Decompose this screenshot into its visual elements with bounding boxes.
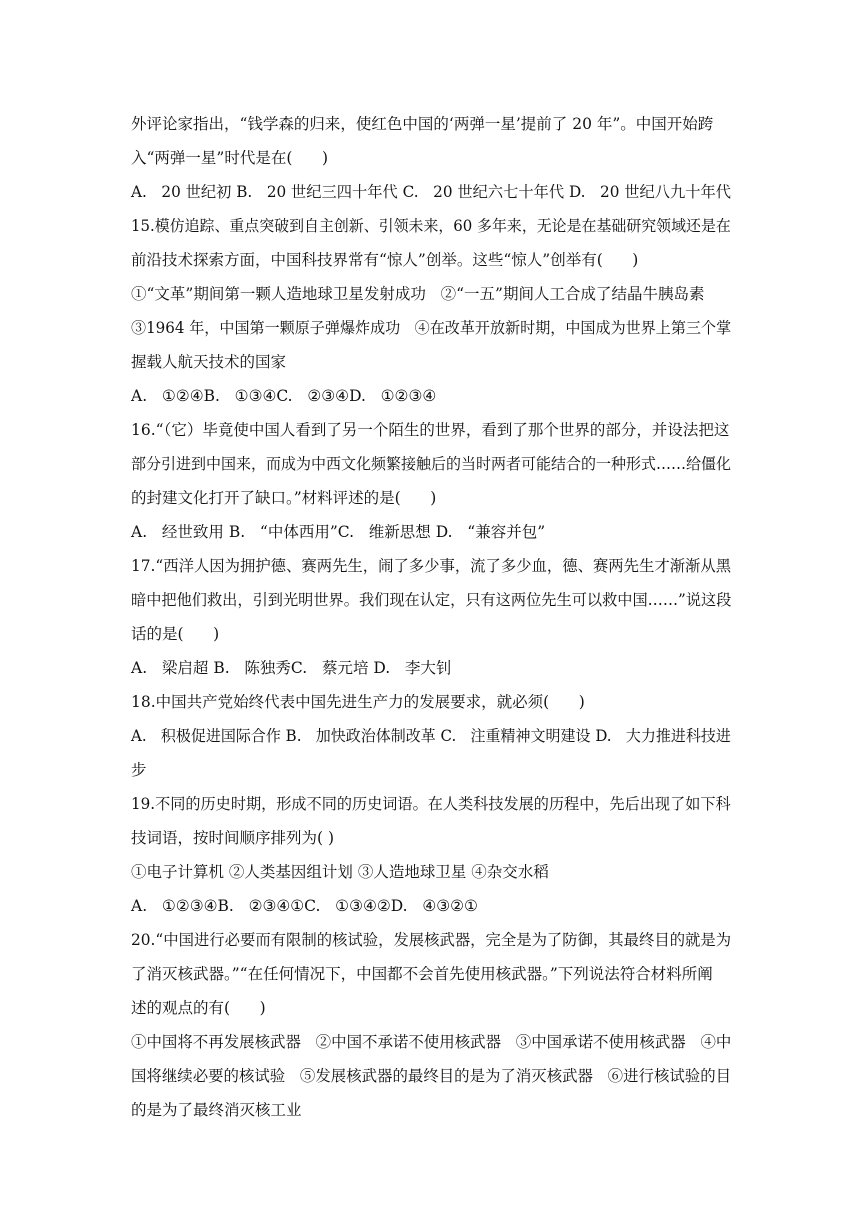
question-17: 17.“西洋人因为拥护德、赛两先生，闹了多少事，流了多少血，德、赛两先生才渐渐从黑: [131, 557, 732, 575]
answer-options: A. 经世致用 B. “中体西用”C. 维新思想 D. “兼容并包”: [131, 523, 546, 541]
text-line: ①电子计算机 ②人类基因组计划 ③人造地球卫星 ④杂交水稻: [131, 863, 549, 881]
answer-options: A. 梁启超 B. 陈独秀C. 蔡元培 D. 李大钊: [131, 659, 452, 677]
text-line: 前沿技术探索方面，中国科技界常有“惊人”创举。这些“惊人”创举有( ): [131, 251, 639, 269]
text-line: 入“两弹一星”时代是在( ): [131, 149, 329, 167]
answer-options: A. 20 世纪初 B. 20 世纪三四十年代 C. 20 世纪六七十年代 D. 20 世纪八九十年代: [131, 183, 731, 201]
question-19: 19.不同的历史时期，形成不同的历史词语。在人类科技发展的历程中，先后出现了如下科: [131, 795, 731, 813]
text-line: 的封建文化打开了缺口。”材料评述的是( ): [131, 489, 437, 507]
answer-options: A. ①②④B. ①③④C. ②③④D. ①②③④: [131, 387, 437, 405]
answer-options: A. ①②③④B. ②③④①C. ①③④②D. ④③②①: [131, 897, 478, 915]
answer-options: A. 积极促进国际合作 B. 加快政治体制改革 C. 注重精神文明建设 D. 大力推进科技进: [131, 727, 731, 745]
text-line: 握载人航天技术的国家: [131, 353, 287, 371]
question-16: 16.“（它）毕竟使中国人看到了另一个陌生的世界，看到了那个世界的部分，并设法把这: [131, 421, 730, 439]
text-line: 步: [131, 761, 147, 779]
text-line: ①“文革”期间第一颗人造地球卫星发射成功 ②“一五”期间人工合成了结晶牛胰岛素: [131, 285, 705, 303]
text-line: 技词语，按时间顺序排列为( ): [131, 829, 335, 847]
text-line: ①中国将不再发展核武器 ②中国不承诺不使用核武器 ③中国承诺不使用核武器 ④中: [131, 1033, 732, 1051]
text-line: 外评论家指出，“钱学森的归来，使红色中国的‘两弹一星’提前了 20 年”。中国开始跨: [131, 115, 714, 133]
text-line: 话的是( ): [131, 625, 220, 643]
text-line: 暗中把他们救出，引到光明世界。我们现在认定，只有这两位先生可以救中国……”说这段: [131, 591, 732, 609]
text-line: ③1964 年，中国第一颗原子弹爆炸成功 ④在改革开放新时期，中国成为世界上第三个掌: [131, 319, 732, 337]
text-line: 述的观点的有( ): [131, 999, 266, 1017]
question-18: 18.中国共产党始终代表中国先进生产力的发展要求，就必须( ): [131, 693, 585, 711]
text-line: 国将继续必要的核试验 ⑤发展核武器的最终目的是为了消灭核武器 ⑥进行核试验的目: [131, 1067, 732, 1085]
text-line: 的是为了最终消灭核工业: [131, 1101, 302, 1119]
text-line: 了消灭核武器。”“在任何情况下，中国都不会首先使用核武器。”下列说法符合材料所阐: [131, 965, 713, 983]
question-15: 15.模仿追踪、重点突破到自主创新、引领未来，60 多年来，无论是在基础研究领域还是在: [131, 217, 731, 235]
question-20: 20.“中国进行必要而有限制的核试验，发展核武器，完全是为了防御，其最终目的就是为: [131, 931, 732, 949]
text-line: 部分引进到中国来，而成为中西文化频繁接触后的当时两者可能结合的一种形式……给僵化: [131, 455, 732, 473]
